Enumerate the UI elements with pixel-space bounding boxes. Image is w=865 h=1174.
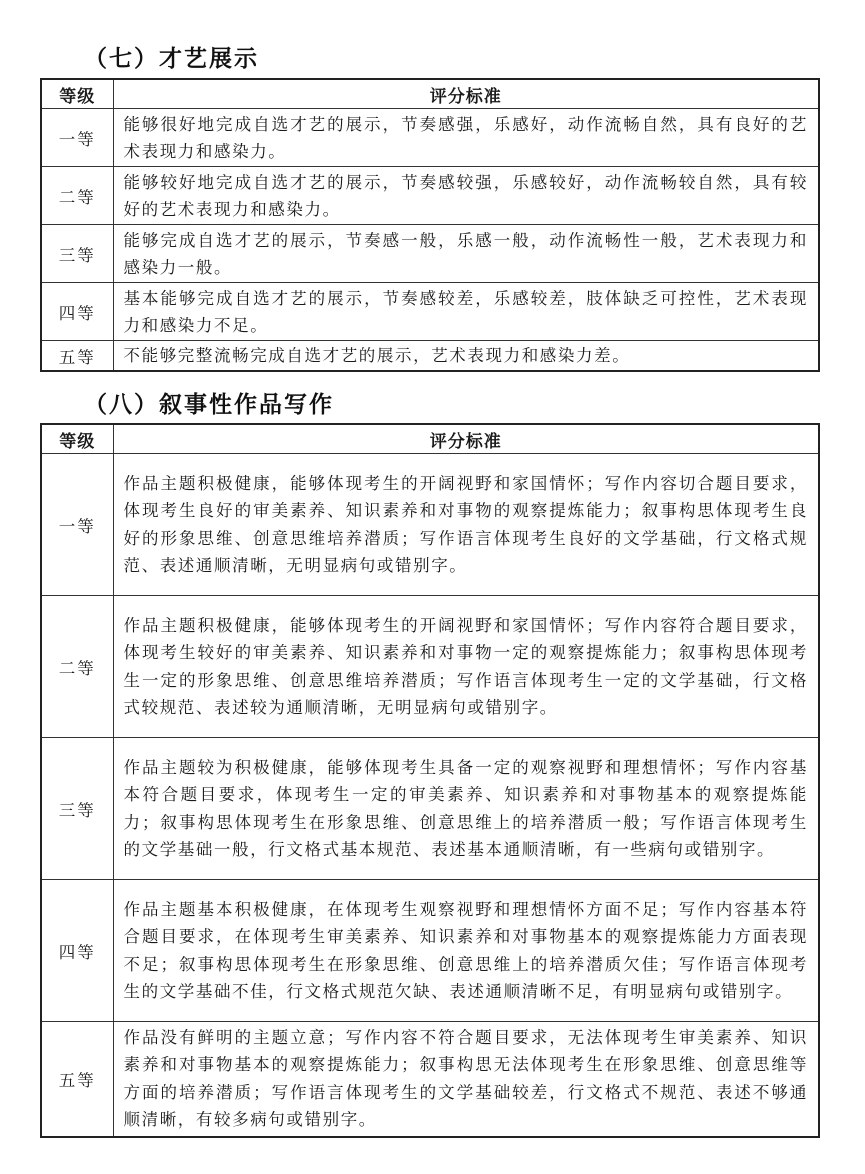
header-criteria: 评分标准	[113, 424, 819, 454]
criteria-cell: 作品主题积极健康，能够体现考生的开阔视野和家国情怀；写作内容切合题目要求，体现考生良好的审美素养、知识素养和对事物的观察提炼能力；叙事构思体现考生良好的形象思维、创意思维培养潜质；写作语言体现考生良好的文学基础，行文格式规范、表述通顺清晰，无明显病句或错别字。	[113, 454, 819, 596]
table-row	[41, 880, 819, 1022]
level-cell: 四等	[41, 880, 113, 1022]
table-row	[41, 596, 819, 738]
table-header-row	[41, 79, 819, 109]
table-header-row	[41, 424, 819, 454]
level-cell: 一等	[41, 109, 113, 167]
criteria-cell: 作品主题基本积极健康，在体现考生观察视野和理想情怀方面不足；写作内容基本符合题目要求，在体现考生审美素养、知识素养和对事物基本的观察提炼能力方面表现不足；叙事构思体现考生在形象思维、创意思维上的培养潜质欠佳；写作语言体现考生的文学基础不佳，行文格式规范欠缺、表述通顺清晰不足，有明显病句或错别字。	[113, 880, 819, 1022]
level-cell: 三等	[41, 738, 113, 880]
rubric-table-talent-show	[40, 78, 820, 372]
criteria-cell: 作品主题较为积极健康，能够体现考生具备一定的观察视野和理想情怀；写作内容基本符合题目要求，体现考生一定的审美素养、知识素养和对事物基本的观察提炼能力；叙事构思体现考生在形象思维、创意思维上的培养潜质一般；写作语言体现考生的文学基础一般，行文格式基本规范、表述基本通顺清晰，有一些病句或错别字。	[113, 738, 819, 880]
level-cell: 五等	[41, 341, 113, 372]
level-cell: 一等	[41, 454, 113, 596]
criteria-cell: 作品没有鲜明的主题立意；写作内容不符合题目要求，无法体现考生审美素养、知识素养和对事物基本的观察提炼能力；叙事构思无法体现考生在形象思维、创意思维等方面的培养潜质；写作语言体现考生的文学基础较差，行文格式不规范、表述不够通顺清晰，有较多病句或错别字。	[113, 1022, 819, 1137]
criteria-cell: 作品主题积极健康，能够体现考生的开阔视野和家国情怀；写作内容符合题目要求，体现考生较好的审美素养、知识素养和对事物一定的观察提炼能力；叙事构思体现考生一定的形象思维、创意思维培养潜质；写作语言体现考生一定的文学基础，行文格式较规范、表述较为通顺清晰，无明显病句或错别字。	[113, 596, 819, 738]
table-row	[41, 341, 819, 372]
table-row	[41, 454, 819, 596]
level-cell: 三等	[41, 225, 113, 283]
table-row	[41, 738, 819, 880]
header-criteria: 评分标准	[113, 79, 819, 109]
rubric-table-narrative-writing	[40, 423, 820, 1138]
header-level: 等级	[41, 79, 113, 109]
criteria-cell: 能够较好地完成自选才艺的展示，节奏感较强，乐感较好，动作流畅较自然，具有较好的艺术表现力和感染力。	[113, 167, 819, 225]
table-row	[41, 283, 819, 341]
header-level: 等级	[41, 424, 113, 454]
criteria-cell: 基本能够完成自选才艺的展示，节奏感较差，乐感较差，肢体缺乏可控性，艺术表现力和感染力不足。	[113, 283, 819, 341]
criteria-cell: 能够完成自选才艺的展示，节奏感一般，乐感一般，动作流畅性一般，艺术表现力和感染力一般。	[113, 225, 819, 283]
section-title-talent-show: （七）才艺展示	[84, 46, 259, 72]
table-row	[41, 167, 819, 225]
level-cell: 二等	[41, 596, 113, 738]
level-cell: 二等	[41, 167, 113, 225]
section-title-narrative-writing: （八）叙事性作品写作	[84, 392, 334, 418]
criteria-cell: 不能够完整流畅完成自选才艺的展示，艺术表现力和感染力差。	[113, 341, 819, 372]
level-cell: 四等	[41, 283, 113, 341]
table-row	[41, 109, 819, 167]
table-row	[41, 225, 819, 283]
table-row	[41, 1022, 819, 1137]
criteria-cell: 能够很好地完成自选才艺的展示，节奏感强，乐感好，动作流畅自然，具有良好的艺术表现力和感染力。	[113, 109, 819, 167]
level-cell: 五等	[41, 1022, 113, 1137]
